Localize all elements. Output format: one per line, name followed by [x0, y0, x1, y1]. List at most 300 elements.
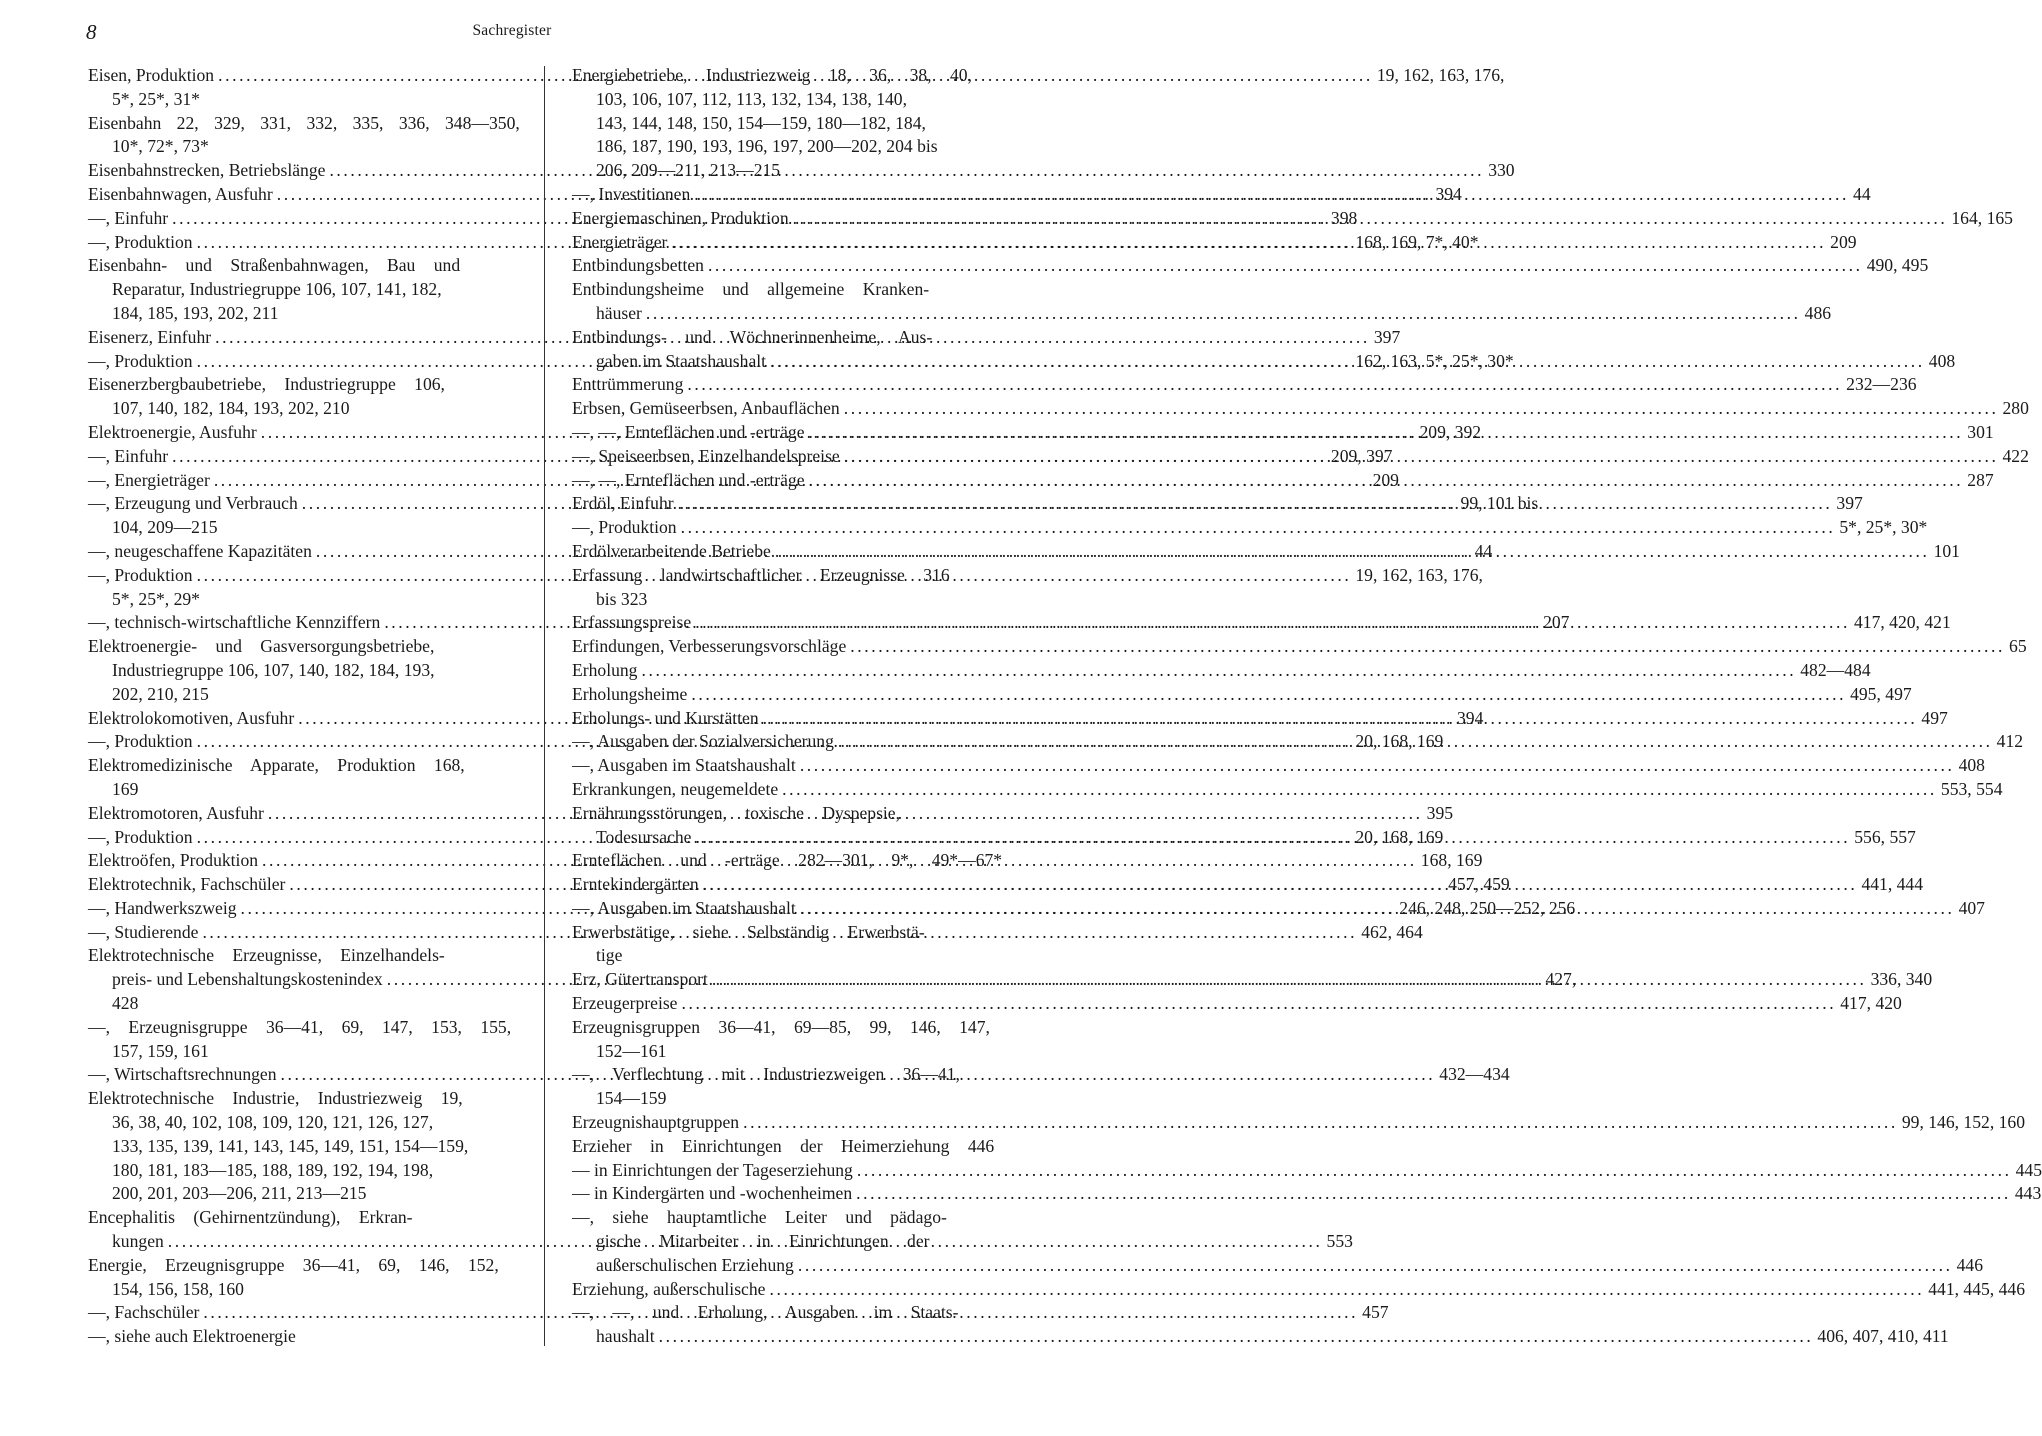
dot-leader: [809, 421, 1964, 445]
entry-text: 104, 209—215: [112, 517, 218, 538]
page-reference: 445: [2015, 1159, 2042, 1180]
entry-text: —, Speiseerbsen, Einzelhandelspreise: [572, 445, 840, 466]
index-line: [572, 1206, 1012, 1230]
index-line: [572, 1111, 2025, 1135]
dot-leader: [678, 492, 1833, 516]
dot-leader: [844, 397, 1999, 421]
entry-text: —, Ausgaben im Staatshaushalt: [572, 755, 796, 776]
index-entry: [572, 1182, 2042, 1206]
entry-text: — in Kindergärten und -wochenheimen: [572, 1183, 853, 1204]
page-reference: 408: [1928, 350, 1956, 371]
index-entry: [572, 64, 1012, 183]
index-line: [572, 1325, 1949, 1349]
entry-text: Elektromedizinische Apparate, Produktion 168,: [88, 755, 465, 776]
page-reference: 441, 444: [1861, 874, 1924, 895]
index-entry: [572, 683, 1912, 707]
entry-text: —, Produktion: [88, 826, 193, 847]
page-reference: 457: [1362, 1302, 1389, 1323]
index-line: [572, 373, 1917, 397]
entry-text: —, Ausgaben der Sozialversicherung: [572, 731, 834, 752]
index-line: [88, 516, 520, 540]
index-entry: [572, 1016, 1012, 1064]
entry-text: Todesursache: [596, 826, 692, 847]
index-line: [88, 1111, 520, 1135]
index-entry: [572, 1063, 1012, 1111]
entry-text: Energie, Erzeugnisgruppe 36—41, 69, 146, 152,: [88, 1254, 499, 1275]
entry-text: Industriegruppe 106, 107, 140, 182, 184, 193,: [112, 659, 435, 680]
page-reference: 441, 445, 446: [1928, 1278, 2025, 1299]
dot-leader: [850, 635, 2005, 659]
entry-text: häuser: [596, 302, 642, 323]
index-line: [572, 112, 1012, 136]
entry-text: 206, 209—211, 213—215: [596, 160, 781, 181]
dot-leader: [798, 1254, 1953, 1278]
page-header: [0, 18, 1024, 48]
entry-text: —, Handwerkszweig: [88, 897, 237, 918]
entry-text: —, Produktion: [88, 731, 193, 752]
entry-text: Eisenbahn 22, 329, 331, 332, 335, 336, 348—350,: [88, 112, 520, 133]
dot-leader: [800, 754, 1955, 778]
running-head: Sachregister: [472, 22, 552, 39]
entry-text: Elektroenergie- und Gasversorgungsbetriebe,: [88, 636, 435, 657]
index-entry: [572, 1159, 2042, 1183]
entry-text: Energieträger: [572, 231, 668, 252]
entry-text: 133, 135, 139, 141, 143, 145, 149, 151, 154—159,: [112, 1135, 469, 1156]
index-line: [572, 88, 1012, 112]
page-reference: 5*, 25*, 30*: [1839, 517, 1928, 538]
dot-leader: [856, 1182, 2011, 1206]
entry-text: Elektromotoren, Ausfuhr: [88, 802, 264, 823]
index-line: [88, 944, 520, 968]
index-line: [88, 778, 520, 802]
entry-text: gaben im Staatshaushalt: [596, 350, 767, 371]
entry-text: haushalt: [596, 1326, 655, 1347]
page-reference: 397: [1836, 493, 1863, 514]
index-line: [88, 754, 520, 778]
entry-text: —, Einfuhr: [88, 445, 169, 466]
index-entry: [572, 659, 1871, 683]
index-entry: [572, 849, 1012, 873]
dot-leader: [691, 683, 1846, 707]
entry-text: tige: [596, 945, 623, 966]
dot-leader: [782, 778, 1937, 802]
entry-text: —, Studierende: [88, 921, 199, 942]
index-line: [572, 64, 1012, 88]
entry-text: 154—159: [596, 1088, 667, 1109]
index-entry: [88, 1016, 520, 1064]
dot-leader: [775, 540, 1930, 564]
page-reference: 462, 464: [1361, 921, 1423, 942]
dot-leader: [671, 231, 1826, 255]
dot-leader: [763, 707, 1918, 731]
entry-text: Eisenerzbergbaubetriebe, Industriegruppe 106,: [88, 374, 445, 395]
index-line: [88, 635, 520, 659]
page-reference: 553, 554: [1940, 778, 2003, 799]
page-reference: 407: [1958, 897, 1985, 918]
index-line: [572, 1016, 1012, 1040]
index-line: [88, 1206, 520, 1230]
entry-text: Erkrankungen, neugemeldete: [572, 778, 779, 799]
index-line: [572, 1063, 1012, 1087]
entry-text: Eisenbahnstrecken, Betriebslänge: [88, 160, 326, 181]
page-reference: 44: [1474, 540, 1493, 561]
entry-text: Erzieher in Einrichtungen der Heimerziehung 446: [572, 1135, 995, 1156]
index-line: [88, 112, 520, 136]
index-line: [88, 397, 520, 421]
index-line: [88, 88, 520, 112]
index-line: [88, 1159, 520, 1183]
index-line: [572, 802, 1012, 826]
index-line: [572, 921, 1012, 945]
entry-text: Erwerbstätige, siehe Selbständig Erwerbstä-: [572, 921, 925, 942]
entry-text: 157, 159, 161: [112, 1040, 209, 1061]
entry-text: 10*, 72*, 73*: [112, 136, 209, 157]
index-line: [572, 1254, 1983, 1278]
entry-text: —, Ausgaben im Staatshaushalt: [572, 897, 796, 918]
index-entry: [572, 516, 1928, 540]
entry-text: 143, 144, 148, 150, 154—159, 180—182, 184,: [596, 112, 926, 133]
entry-text: —, Fachschüler: [88, 1302, 200, 1323]
index-line: [88, 1135, 520, 1159]
page-reference: 162, 163, 5*, 25*, 30*: [1355, 350, 1514, 371]
page-reference: 412: [1996, 731, 2024, 752]
entry-text: außerschulischen Erziehung: [596, 1254, 794, 1275]
dot-leader: [687, 373, 1842, 397]
dot-leader: [770, 350, 1925, 374]
page-reference: 207: [1543, 612, 1570, 633]
entry-text: —, Produktion: [88, 231, 193, 252]
page-reference: 395: [1426, 802, 1454, 823]
entry-text: preis- und Lebenshaltungskostenindex: [112, 969, 383, 990]
index-line: [572, 683, 1912, 707]
index-entry: [572, 921, 1012, 969]
page-reference: 19, 162, 163, 176,: [1376, 65, 1505, 85]
entry-text: bis 323: [596, 588, 648, 609]
dot-leader: [712, 968, 1867, 992]
entry-text: Entbindungsheime und allgemeine Kranken-: [572, 279, 930, 300]
index-entry: [88, 1325, 520, 1349]
index-entry: [572, 278, 1832, 326]
entry-text: Erholung: [572, 659, 638, 680]
entry-text: Erdöl, Einfuhr: [572, 493, 674, 514]
page-reference: 20, 168, 169: [1355, 826, 1444, 847]
page-reference: 422: [2002, 445, 2029, 466]
index-line: [572, 159, 1012, 183]
index-line: [88, 1254, 520, 1278]
entry-text: —, Einfuhr: [88, 207, 169, 228]
index-line: [88, 373, 520, 397]
page-reference: 232—236: [1846, 374, 1917, 395]
entry-text: Erdölverarbeitende Betriebe: [572, 540, 771, 561]
entry-text: —, Erzeugung und Verbrauch: [88, 493, 298, 514]
dot-leader: [769, 1278, 1924, 1302]
index-entry: [572, 778, 2003, 802]
entry-text: —, siehe auch Elektroenergie: [88, 1326, 296, 1347]
index-line: [88, 1182, 520, 1206]
dot-leader: [857, 1159, 2012, 1183]
entry-text: —, siehe hauptamtliche Leiter und pädago-: [572, 1207, 947, 1228]
entry-text: Entbindungs- und Wöchnerinnenheime, Aus-: [572, 326, 933, 347]
index-line: [572, 778, 2003, 802]
entry-text: Erholungs- und Kurstätten: [572, 707, 759, 728]
dot-leader: [659, 1325, 1814, 1349]
entry-text: 184, 185, 193, 202, 211: [112, 302, 279, 323]
index-entry: [572, 1278, 2025, 1302]
entry-text: Erfassung landwirtschaftlicher Erzeugnisse 316: [572, 564, 950, 585]
index-entry: [572, 635, 2027, 659]
index-line: [88, 588, 520, 612]
dot-leader: [708, 254, 1863, 278]
entry-text: Erzeugnishauptgruppen: [572, 1112, 740, 1133]
entry-text: Erbsen, Gemüseerbsen, Anbauflächen: [572, 398, 840, 419]
index-line: [88, 302, 520, 326]
dot-leader: [844, 445, 1999, 469]
index-line: [572, 254, 1929, 278]
index-line: [572, 849, 1012, 873]
page-reference: 394: [1435, 183, 1462, 204]
entry-text: Elektroenergie, Ausfuhr: [88, 421, 257, 442]
page-reference: 246, 248, 250—252, 256: [1399, 897, 1576, 918]
entry-text: — in Einrichtungen der Tageserziehung: [572, 1159, 853, 1180]
page-reference: 336, 340: [1870, 969, 1933, 990]
dot-leader: [681, 516, 1836, 540]
entry-text: 154, 156, 158, 160: [112, 1278, 244, 1299]
index-line: [572, 992, 1902, 1016]
index-line: [88, 1278, 520, 1302]
index-line: [88, 683, 520, 707]
entry-text: —, Wirtschaftsrechnungen: [88, 1064, 277, 1085]
page-reference: 556, 557: [1854, 826, 1916, 847]
entry-text: —, Verflechtung mit Industriezweigen 36—41,: [572, 1064, 960, 1085]
page-reference: 209: [1372, 469, 1399, 490]
dot-leader: [646, 302, 1801, 326]
page-reference: 406, 407, 410, 411: [1817, 1326, 1949, 1347]
entry-text: Eisenbahn- und Straßenbahnwagen, Bau und: [88, 255, 461, 276]
entry-text: 169: [112, 778, 139, 799]
page-reference: 168, 169: [1420, 850, 1483, 871]
entry-text: Entbindungsbetten: [572, 255, 704, 276]
entry-text: —, Produktion: [88, 350, 193, 371]
entry-text: 202, 210, 215: [112, 683, 209, 704]
index-line: [572, 1230, 1012, 1254]
index-line: [572, 516, 1928, 540]
index-line: [572, 397, 2029, 421]
index-entry: [88, 754, 520, 802]
page-reference: 408: [1958, 755, 1985, 776]
entry-text: Enttrümmerung: [572, 374, 684, 395]
page-reference: 65: [2009, 636, 2027, 657]
index-line: [572, 135, 1012, 159]
entry-text: —, Erzeugnisgruppe 36—41, 69, 147, 153, 155,: [88, 1016, 512, 1037]
dot-leader: [743, 1111, 1898, 1135]
entry-text: Erziehung, außerschulische: [572, 1278, 766, 1299]
entry-text: Reparatur, Industriegruppe 106, 107, 141, 182,: [112, 279, 442, 300]
index-entry: [88, 112, 520, 160]
dot-leader: [696, 826, 1851, 850]
dot-leader: [694, 183, 1849, 207]
index-line: [88, 1040, 520, 1064]
dot-leader: [641, 659, 1796, 683]
page-reference: 490, 495: [1866, 255, 1929, 276]
index-line: [572, 944, 1012, 968]
index-entry: [572, 397, 2029, 421]
page-reference: 427,: [1545, 969, 1577, 990]
dot-leader: [682, 992, 1837, 1016]
entry-text: —, Investitionen: [572, 183, 691, 204]
index-entry: [572, 992, 1902, 1016]
entry-text: 152—161: [596, 1040, 667, 1061]
index-entry: [572, 564, 1012, 612]
index-entry: [88, 635, 520, 706]
index-line: [572, 1087, 1012, 1111]
entry-text: Ernteflächen und -erträge 282—301, 9*, 49*—67*: [572, 850, 1003, 871]
entry-text: Elektroöfen, Produktion: [88, 850, 259, 871]
index-line: [572, 302, 1832, 326]
entry-text: 107, 140, 182, 184, 193, 202, 210: [112, 398, 350, 419]
entry-text: 103, 106, 107, 112, 113, 132, 134, 138, 140,: [596, 88, 907, 109]
page-reference: 417, 420: [1840, 993, 1902, 1014]
entry-text: 36, 38, 40, 102, 108, 109, 120, 121, 126, 127,: [112, 1112, 434, 1133]
page-reference: 19, 162, 163, 176,: [1355, 564, 1483, 585]
entry-text: Erzeugnisgruppen 36—41, 69—85, 99, 146, 147,: [572, 1016, 990, 1037]
index-line: [572, 754, 1985, 778]
page-number: 8: [86, 20, 97, 44]
index-entry: [88, 1087, 520, 1206]
index-line: [88, 135, 520, 159]
entry-text: 428: [112, 993, 139, 1014]
entry-text: Elektrotechnische Erzeugnisse, Einzelhandels-: [88, 945, 445, 966]
entry-text: Erholungsheime: [572, 683, 688, 704]
index-entry: [572, 373, 1917, 397]
entry-text: Eisenbahnwagen, Ausfuhr: [88, 183, 273, 204]
index-line: [572, 1159, 2042, 1183]
page-reference: 209: [1830, 231, 1857, 252]
page-reference: 486: [1804, 302, 1832, 323]
dot-leader: [695, 611, 1850, 635]
dot-leader: [809, 469, 1964, 493]
index-line: [88, 1325, 520, 1349]
page-reference: 280: [2002, 398, 2029, 419]
index-line: [572, 1278, 2025, 1302]
index-line: [88, 1016, 520, 1040]
page-reference: 398: [1330, 207, 1358, 228]
page-reference: 99, 146, 152, 160: [1901, 1112, 2025, 1133]
page-reference: 457, 459: [1448, 874, 1510, 895]
entry-text: 5*, 25*, 31*: [112, 88, 200, 109]
page-reference: 446: [1956, 1254, 1983, 1275]
page-reference: 209, 392: [1419, 421, 1482, 442]
entry-text: Erfassungspreise: [572, 612, 692, 633]
column-divider: [544, 66, 545, 1346]
entry-text: —, —, und Erholung, Ausgaben im Staats-: [572, 1302, 959, 1323]
dot-leader: [838, 730, 1993, 754]
entry-text: 180, 181, 183—185, 188, 189, 192, 194, 198,: [112, 1159, 434, 1180]
index-line: [572, 635, 2027, 659]
entry-text: Encephalitis (Gehirnentzündung), Erkran-: [88, 1207, 413, 1228]
index-line: [572, 588, 1012, 612]
entry-text: 5*, 25*, 29*: [112, 588, 200, 609]
entry-text: Eisenerz, Einfuhr: [88, 326, 212, 347]
page-reference: 99, 101 bis: [1460, 493, 1539, 514]
page-reference: 44: [1853, 183, 1871, 204]
entry-text: 186, 187, 190, 193, 196, 197, 200—202, 204 bis: [596, 136, 938, 157]
entry-text: Erzeugerpreise: [572, 993, 678, 1014]
page-reference: 164, 165: [1951, 207, 2013, 228]
index-entry: [572, 1135, 1012, 1159]
entry-text: Elektrolokomotiven, Ausfuhr: [88, 707, 295, 728]
entry-text: gische Mitarbeiter in Einrichtungen der: [596, 1231, 930, 1252]
page-reference: 287: [1967, 469, 1994, 490]
entry-text: 200, 201, 203—206, 211, 213—215: [112, 1183, 367, 1204]
page-reference: 497: [1921, 707, 1948, 728]
entry-text: Elektrotechnik, Fachschüler: [88, 874, 286, 895]
page-reference: 397: [1373, 326, 1401, 347]
entry-text: —, neugeschaffene Kapazitäten: [88, 540, 312, 561]
index-entry: [572, 754, 1985, 778]
index-line: [572, 278, 1012, 302]
index-line: [88, 1087, 520, 1111]
index-line: [88, 278, 520, 302]
entry-text: Elektrotechnische Industrie, Industriezweig 19,: [88, 1088, 463, 1109]
entry-text: Energiebetriebe, Industriezweig 18, 36, 38, 40,: [572, 65, 972, 85]
page-reference: 168, 169, 7*, 40*: [1355, 231, 1479, 252]
page-reference: 330: [1488, 160, 1515, 181]
entry-text: Ernährungsstörungen, toxische Dyspepsie,: [572, 802, 901, 823]
entry-text: —, —, Ernteflächen und -erträge: [572, 469, 805, 490]
index-line: [88, 992, 520, 1016]
page-reference: 432—434: [1439, 1064, 1510, 1085]
index-line: [572, 1135, 1012, 1159]
page-reference: 482—484: [1800, 659, 1871, 680]
entry-text: kungen: [112, 1231, 164, 1252]
index-entry: [572, 1111, 2025, 1135]
entry-text: Energiemaschinen, Produktion: [572, 207, 789, 228]
entry-text: Erz, Gütertransport: [572, 969, 708, 990]
entry-text: —, Energieträger: [88, 469, 210, 490]
index-entry: [88, 373, 520, 421]
index-line: [572, 326, 1012, 350]
dot-leader: [703, 873, 1858, 897]
page-reference: 209, 397: [1330, 445, 1393, 466]
entry-text: Erntekindergärten: [572, 874, 699, 895]
entry-text: —, —, Ernteflächen und -erträge: [572, 421, 805, 442]
dot-leader: [800, 897, 1955, 921]
entry-text: —, Produktion: [572, 517, 677, 538]
page-reference: 20, 168, 169: [1355, 731, 1444, 752]
entry-text: Erfindungen, Verbesserungsvorschläge: [572, 636, 847, 657]
page-reference: 417, 420, 421: [1853, 612, 1951, 633]
page-reference: 553: [1326, 1231, 1353, 1252]
page-reference: 301: [1967, 421, 1994, 442]
entry-text: Eisen, Produktion: [88, 65, 215, 85]
index-line: [88, 659, 520, 683]
index-line: [572, 1182, 2042, 1206]
index-entry: [572, 254, 1929, 278]
page-reference: 443: [2014, 1183, 2042, 1204]
page-reference: 495, 497: [1850, 683, 1912, 704]
index-line: [572, 564, 1012, 588]
index-line: [572, 1040, 1012, 1064]
entry-text: —, technisch-wirtschaftliche Kennziffern: [88, 612, 381, 633]
index-entry: [88, 1254, 520, 1302]
page-reference: 394: [1456, 707, 1484, 728]
index-line: [572, 1301, 1012, 1325]
entry-text: —, Produktion: [88, 564, 193, 585]
index-entry: [88, 254, 520, 325]
dot-leader: [793, 207, 1948, 231]
index-line: [572, 659, 1871, 683]
page-reference: 101: [1933, 540, 1960, 561]
